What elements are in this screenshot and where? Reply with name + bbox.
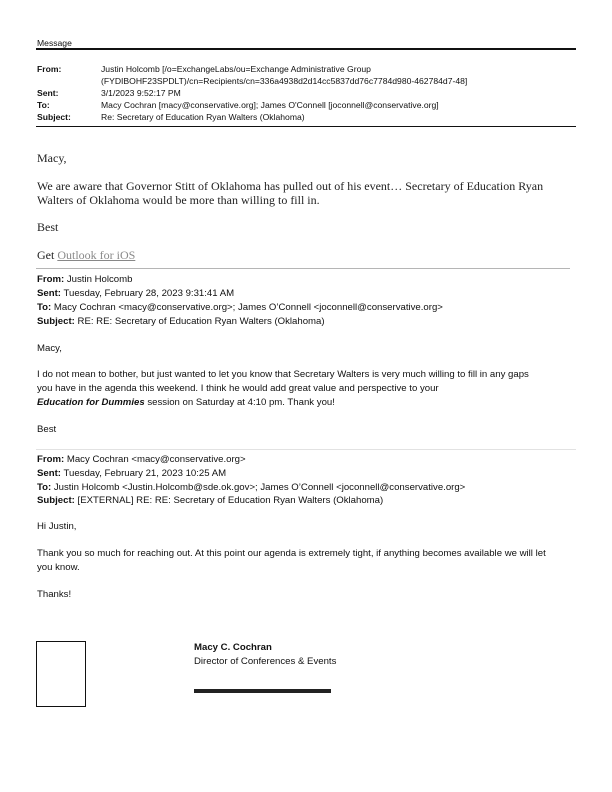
signature-title: Director of Conferences & Events — [194, 656, 337, 667]
get-outlook-line — [37, 248, 135, 262]
outlook-for-ios-link[interactable]: Outlook for iOS — [57, 248, 136, 262]
msg3-to-line — [37, 481, 465, 495]
msg2-greeting: Macy, — [37, 343, 62, 354]
msg2-to-label: To: — [37, 302, 52, 313]
signature-bar — [194, 689, 331, 693]
header-top-rule — [36, 48, 576, 50]
msg2-from-line — [37, 273, 132, 287]
msg3-from-label: From: — [37, 454, 65, 465]
reply-line-2: Walters of Oklahoma would be more than willing to fill in. — [37, 193, 320, 207]
sent-value: 3/1/2023 9:52:17 PM — [101, 88, 181, 98]
msg3-from-line — [37, 453, 246, 467]
reply-line-1: We are aware that Governor Stitt of Oklahoma has pulled out of his event… Secretary of Education Ryan — [37, 179, 544, 193]
msg3-to-value: Justin Holcomb <Justin.Holcomb@sde.ok.gov>; James O’Connell <joconnell@conservative.org> — [51, 482, 466, 493]
msg2-sent-label: Sent: — [37, 288, 61, 299]
session-title-emphasis: Education for Dummies — [37, 397, 145, 408]
msg3-subject-value: [EXTERNAL] RE: RE: Secretary of Education Ryan Walters (Oklahoma) — [74, 495, 384, 506]
signature-image-placeholder — [36, 641, 86, 707]
msg2-subject-label: Subject: — [37, 316, 75, 327]
msg3-sent-label: Sent: — [37, 468, 61, 479]
msg3-subject-label: Subject: — [37, 495, 75, 506]
msg3-from-value: Macy Cochran <macy@conservative.org> — [64, 454, 246, 465]
msg3-sent-value: Tuesday, February 21, 2023 10:25 AM — [60, 468, 227, 479]
from-value-line1: Justin Holcomb [/o=ExchangeLabs/ou=Exchange Administrative Group — [101, 64, 371, 74]
to-value: Macy Cochran [macy@conservative.org]; James O'Connell [joconnell@conservative.org] — [101, 100, 439, 110]
sent-label: Sent: — [37, 88, 59, 98]
msg2-subject-line — [37, 315, 325, 329]
subject-label: Subject: — [37, 112, 71, 122]
reply-signoff: Best — [37, 220, 59, 234]
msg2-subject-value: RE: RE: Secretary of Education Ryan Walters (Oklahoma) — [74, 316, 325, 327]
msg2-sent-value: Tuesday, February 28, 2023 9:31:41 AM — [60, 288, 235, 299]
msg3-to-label: To: — [37, 482, 52, 493]
msg2-to-line — [37, 301, 443, 315]
msg3-greeting: Hi Justin, — [37, 521, 77, 532]
reply-greeting: Macy, — [37, 151, 67, 165]
msg2-separator — [36, 449, 576, 450]
msg2-to-value: Macy Cochran <macy@conservative.org>; James O’Connell <joconnell@conservative.org> — [51, 302, 443, 313]
msg2-paragraph-line-2: you have in the agenda this weekend. I think he would add great value and perspective to your — [37, 383, 439, 394]
msg2-from-value: Justin Holcomb — [64, 274, 133, 285]
msg3-subject-line — [37, 494, 383, 508]
to-label: To: — [37, 100, 50, 110]
reply-separator — [36, 268, 570, 269]
msg3-signoff: Thanks! — [37, 589, 72, 600]
msg2-paragraph-line-3-rest: session on Saturday at 4:10 pm. Thank you! — [144, 397, 335, 408]
msg2-sent-line — [37, 287, 234, 301]
document-title: Message — [37, 38, 72, 48]
msg3-sent-line — [37, 467, 226, 481]
get-outlook-prefix: Get — [37, 248, 58, 262]
subject-value: Re: Secretary of Education Ryan Walters (Oklahoma) — [101, 112, 305, 122]
msg2-paragraph-line-3 — [37, 396, 335, 410]
msg2-from-label: From: — [37, 274, 65, 285]
msg3-paragraph-line-2: you know. — [37, 562, 80, 573]
from-value-line2: (FYDIBOHF23SPDLT)/cn=Recipients/cn=336a4938d2d14cc5837dd76c7784d980-462784d7-48] — [101, 76, 468, 86]
from-label: From: — [37, 64, 62, 74]
msg2-signoff: Best — [37, 424, 57, 435]
msg3-paragraph-line-1: Thank you so much for reaching out. At this point our agenda is extremely tight, if anything becomes available we will let — [37, 548, 546, 559]
header-bottom-rule — [36, 126, 576, 127]
msg2-paragraph-line-1: I do not mean to bother, but just wanted to let you know that Secretary Walters is very much willing to fill in any gaps — [37, 369, 529, 380]
signature-name: Macy C. Cochran — [194, 642, 272, 653]
